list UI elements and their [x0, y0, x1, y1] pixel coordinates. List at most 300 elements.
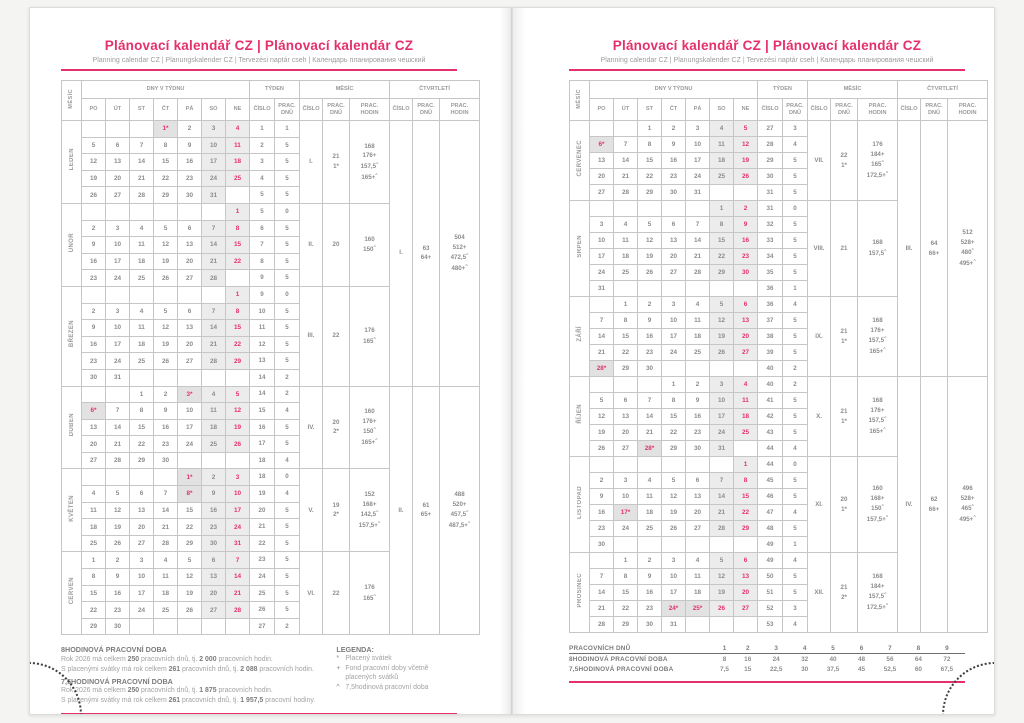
week-number: 34 — [758, 249, 783, 265]
day-cell: 23 — [106, 602, 130, 619]
day-cell: 19 — [154, 336, 178, 353]
day-cell: 28 — [202, 270, 226, 287]
month-hours: 176 165^ — [350, 552, 390, 635]
day-cell: 21 — [590, 345, 614, 361]
hours-value: 40 — [829, 655, 837, 663]
month-hours: 168 184+ 157,5^ 172,5+^ — [858, 553, 898, 633]
day-cell: 8 — [226, 303, 250, 320]
day-cell: 3 — [662, 297, 686, 313]
week-number: 38 — [758, 329, 783, 345]
day-cell: 13 — [734, 313, 758, 329]
week-workdays: 5 — [783, 473, 808, 489]
day-cell — [130, 469, 154, 486]
header-day-NE: NE — [734, 99, 758, 121]
week-workdays: 5 — [783, 265, 808, 281]
month-numeral: VIII. — [808, 201, 831, 297]
week-workdays: 5 — [783, 313, 808, 329]
day-cell: 23 — [638, 601, 662, 617]
month-numeral: XI. — [808, 457, 831, 553]
week-workdays: 4 — [275, 403, 300, 420]
legend-symbol: + — [336, 665, 341, 673]
day-cell — [614, 537, 638, 553]
day-cell: 12 — [638, 233, 662, 249]
day-cell: 29 — [226, 353, 250, 370]
month-numeral: II. — [300, 203, 323, 286]
month-name: LISTOPAD — [570, 457, 590, 553]
day-cell: 3 — [710, 377, 734, 393]
day-cell: 4 — [154, 552, 178, 569]
day-cell: 6 — [178, 220, 202, 237]
legend-title: LEGENDA: — [336, 645, 374, 655]
day-cell: 22 — [154, 170, 178, 187]
week-workdays: 3 — [783, 121, 808, 137]
day-cell: 15 — [226, 320, 250, 337]
day-cell: 10 — [106, 320, 130, 337]
month-numeral: X. — [808, 377, 831, 457]
week-number: 40 — [758, 361, 783, 377]
summary-8h-title: 8HODINOVÁ PRACOVNÍ DOBA — [61, 645, 167, 655]
week-workdays: 5 — [275, 602, 300, 619]
day-cell: 19 — [710, 329, 734, 345]
day-cell: 10 — [202, 137, 226, 154]
day-cell: 14 — [590, 585, 614, 601]
week-row — [570, 377, 988, 393]
day-cell — [662, 537, 686, 553]
week-workdays: 5 — [275, 585, 300, 602]
day-cell: 20 — [734, 329, 758, 345]
header-mesic: MĚSÍC — [62, 81, 82, 121]
day-cell: 2 — [638, 553, 662, 569]
day-cell: 24 — [686, 169, 710, 185]
day-cell — [686, 281, 710, 297]
week-number: 40 — [758, 377, 783, 393]
day-cell — [202, 203, 226, 220]
day-cell: 15 — [178, 502, 202, 519]
day-cell: 21 — [106, 436, 130, 453]
footer-left — [61, 643, 457, 706]
day-cell: 20 — [614, 425, 638, 441]
day-cell: 19 — [154, 253, 178, 270]
week-workdays: 5 — [275, 270, 300, 287]
day-cell — [202, 452, 226, 469]
day-cell: 7 — [202, 220, 226, 237]
day-cell: 30 — [686, 441, 710, 457]
week-workdays: 2 — [275, 618, 300, 635]
header-sub: PRAC. HODIN — [858, 99, 898, 121]
day-cell: 24 — [106, 270, 130, 287]
month-workdays: 19 2* — [323, 469, 350, 552]
day-cell: 9 — [154, 403, 178, 420]
quarter-workdays: 63 64+ — [413, 121, 440, 387]
day-cell: 15 — [710, 233, 734, 249]
month-workdays: 22 — [323, 552, 350, 635]
day-cell: 14 — [106, 419, 130, 436]
month-workdays: 21 1* — [831, 377, 858, 457]
day-cell: 17 — [686, 153, 710, 169]
week-number: 48 — [758, 521, 783, 537]
week-workdays: 5 — [275, 436, 300, 453]
day-cell: 29 — [638, 185, 662, 201]
day-cell: 19 — [178, 585, 202, 602]
day-cell: 6 — [662, 217, 686, 233]
day-cell — [130, 369, 154, 386]
summary-75h-title: 7,5HODINOVÁ PRACOVNÍ DOBA — [61, 676, 173, 686]
day-cell: 8 — [614, 569, 638, 585]
day-cell: 3 — [106, 220, 130, 237]
day-cell: 8 — [154, 137, 178, 154]
day-cell: 17 — [662, 585, 686, 601]
day-cell: 19 — [638, 249, 662, 265]
day-cell: 28 — [710, 521, 734, 537]
legend — [322, 643, 457, 706]
day-cell: 25 — [82, 535, 106, 552]
day-cell: 29 — [130, 452, 154, 469]
day-cell: 2 — [154, 386, 178, 403]
week-workdays: 4 — [275, 452, 300, 469]
page-subtitle: Planning calendar CZ | Planungskalender CZ | Tervezési naptár cseh | Календарь планирования чешский — [92, 57, 426, 64]
day-cell: 8 — [734, 473, 758, 489]
hours-value: 37,5 — [826, 665, 840, 673]
day-cell — [82, 386, 106, 403]
hours-row — [569, 654, 965, 665]
day-cell: 7 — [638, 393, 662, 409]
day-cell — [614, 457, 638, 473]
day-cell: 12 — [178, 569, 202, 586]
day-cell: 27 — [130, 535, 154, 552]
week-number: 22 — [250, 535, 275, 552]
day-cell: 23 — [154, 436, 178, 453]
page-subtitle: Planning calendar CZ | Planungskalender CZ | Tervezési naptár cseh | Календарь планирования чешский — [600, 57, 934, 64]
day-cell: 14 — [614, 153, 638, 169]
month-numeral: IX. — [808, 297, 831, 377]
header-sub: ČÍSLO — [808, 99, 831, 121]
day-cell: 31 — [106, 369, 130, 386]
header-sub: ČÍSLO — [758, 99, 783, 121]
day-cell: 22 — [130, 436, 154, 453]
week-number: 10 — [250, 303, 275, 320]
hours-value: 8 — [722, 655, 727, 663]
day-cell: 17 — [590, 249, 614, 265]
day-cell: 16 — [178, 154, 202, 171]
week-number: 15 — [250, 403, 275, 420]
day-cell: 12 — [590, 409, 614, 425]
day-cell: 6 — [734, 297, 758, 313]
day-cell: 7 — [686, 217, 710, 233]
day-cell: 17 — [130, 585, 154, 602]
day-cell: 9 — [638, 313, 662, 329]
hours-value: 64 — [914, 655, 922, 663]
day-cell — [154, 618, 178, 635]
week-row — [570, 121, 988, 137]
header-day-ČT: ČT — [154, 99, 178, 121]
day-cell: 7 — [590, 569, 614, 585]
day-cell: 23 — [82, 353, 106, 370]
day-cell: 20 — [130, 519, 154, 536]
month-workdays: 20 — [323, 203, 350, 286]
day-cell: 9 — [202, 486, 226, 503]
day-cell: 6 — [130, 486, 154, 503]
day-cell: 16 — [734, 233, 758, 249]
day-cell: 22 — [614, 601, 638, 617]
day-cell: 13 — [202, 569, 226, 586]
week-number: 2 — [250, 137, 275, 154]
day-cell: 23 — [590, 521, 614, 537]
day-cell — [226, 187, 250, 204]
week-workdays: 4 — [783, 137, 808, 153]
header-sub: PRAC. DNŮ — [921, 99, 948, 121]
day-cell: 21 — [614, 169, 638, 185]
day-cell: 16 — [202, 502, 226, 519]
day-cell: 2 — [82, 303, 106, 320]
month-workdays: 20 1* — [831, 457, 858, 553]
hours-value: 7,5 — [720, 665, 729, 673]
day-cell: 11 — [202, 403, 226, 420]
day-cell: 14 — [710, 489, 734, 505]
week-number: 4 — [250, 170, 275, 187]
day-cell: 5 — [82, 137, 106, 154]
day-cell — [82, 121, 106, 138]
day-cell: 15 — [638, 153, 662, 169]
hours-value: 45 — [857, 665, 866, 673]
day-cell: 5 — [734, 121, 758, 137]
header-day-PÁ: PÁ — [178, 99, 202, 121]
day-cell: 4 — [710, 121, 734, 137]
quarter-workdays: 62 66+ — [921, 377, 948, 633]
day-cell — [662, 201, 686, 217]
day-cell: 18 — [614, 249, 638, 265]
legend-text: Fond pracovní doby včetně placených svátků — [345, 665, 429, 682]
day-cell: 11 — [130, 320, 154, 337]
week-number: 9 — [250, 270, 275, 287]
day-cell: 18 — [734, 409, 758, 425]
summary-line: S placenými svátky má rok celkem 261 pracovních dnů, tj. 1 957,5 pracovní hodiny. — [61, 697, 316, 705]
day-cell: 11 — [226, 137, 250, 154]
day-cell — [734, 281, 758, 297]
week-number: 23 — [250, 552, 275, 569]
week-workdays: 5 — [783, 569, 808, 585]
day-cell: 10 — [590, 233, 614, 249]
day-cell: 9 — [82, 320, 106, 337]
day-cell: 20 — [202, 585, 226, 602]
day-cell: 4 — [226, 121, 250, 138]
day-cell: 5 — [710, 553, 734, 569]
day-cell: 5 — [154, 220, 178, 237]
hours-value: 5 — [815, 643, 851, 654]
day-cell: 7 — [154, 486, 178, 503]
day-cell: 15 — [82, 585, 106, 602]
day-cell: 5 — [226, 386, 250, 403]
week-workdays: 4 — [783, 553, 808, 569]
week-number: 52 — [758, 601, 783, 617]
day-cell: 10 — [662, 313, 686, 329]
day-cell: 17 — [662, 329, 686, 345]
day-cell: 29 — [154, 187, 178, 204]
header-sub: ČÍSLO — [300, 99, 323, 121]
day-cell: 4 — [686, 297, 710, 313]
day-cell: 1 — [662, 377, 686, 393]
week-workdays: 5 — [783, 153, 808, 169]
day-cell: 27 — [662, 265, 686, 281]
header-sub: ČÍSLO — [898, 99, 921, 121]
day-cell: 2 — [202, 469, 226, 486]
day-cell: 11 — [638, 489, 662, 505]
day-cell: 3 — [590, 217, 614, 233]
day-cell: 6 — [614, 393, 638, 409]
day-cell — [154, 286, 178, 303]
week-workdays: 4 — [783, 297, 808, 313]
day-cell: 3* — [178, 386, 202, 403]
day-cell: 1 — [614, 553, 638, 569]
day-cell: 29 — [178, 535, 202, 552]
day-cell: 22 — [226, 253, 250, 270]
day-cell — [686, 537, 710, 553]
day-cell: 6 — [106, 137, 130, 154]
month-name: KVĚTEN — [62, 469, 82, 552]
day-cell: 4 — [686, 553, 710, 569]
day-cell: 24 — [130, 602, 154, 619]
legend-item — [336, 665, 457, 683]
summary-line: Rok 2026 má celkem 250 pracovních dnů, tj. 1 875 pracovních hodin. — [61, 687, 273, 695]
day-cell — [686, 617, 710, 633]
header-mesic: MĚSÍC — [570, 81, 590, 121]
working-hours-summary — [61, 643, 322, 706]
header-sub: PRAC. HODIN — [948, 99, 988, 121]
day-cell — [154, 203, 178, 220]
day-cell: 21 — [202, 336, 226, 353]
hours-row — [569, 643, 965, 654]
week-workdays: 2 — [275, 386, 300, 403]
day-cell: 1 — [82, 552, 106, 569]
day-cell: 29 — [82, 618, 106, 635]
day-cell — [710, 457, 734, 473]
day-cell — [734, 617, 758, 633]
header-sub: PRAC. DNŮ — [275, 99, 300, 121]
week-number: 42 — [758, 409, 783, 425]
day-cell: 28 — [590, 617, 614, 633]
day-cell — [734, 361, 758, 377]
day-cell: 15 — [614, 585, 638, 601]
header-day-SO: SO — [710, 99, 734, 121]
day-cell: 24 — [614, 521, 638, 537]
day-cell: 11 — [734, 393, 758, 409]
planning-table-jul-dec — [569, 80, 977, 633]
day-cell: 18 — [82, 519, 106, 536]
day-cell: 2 — [106, 552, 130, 569]
month-workdays: 21 1* — [323, 121, 350, 204]
day-cell: 12 — [154, 320, 178, 337]
day-cell: 23 — [202, 519, 226, 536]
day-cell: 25 — [734, 425, 758, 441]
week-workdays: 5 — [783, 409, 808, 425]
quarter-workdays: 61 65+ — [413, 386, 440, 635]
quarter-numeral: III. — [898, 121, 921, 377]
day-cell: 28 — [106, 452, 130, 469]
day-cell: 26 — [710, 345, 734, 361]
day-cell: 1 — [614, 297, 638, 313]
header-sub: ČÍSLO — [390, 99, 413, 121]
day-cell: 15 — [614, 329, 638, 345]
day-cell: 14 — [154, 502, 178, 519]
day-cell — [130, 618, 154, 635]
day-cell: 24 — [226, 519, 250, 536]
header-day-SO: SO — [202, 99, 226, 121]
hours-value: 56 — [886, 655, 894, 663]
week-workdays: 5 — [275, 535, 300, 552]
day-cell — [202, 618, 226, 635]
day-cell: 21 — [710, 505, 734, 521]
day-cell: 31 — [710, 441, 734, 457]
week-number: 45 — [758, 473, 783, 489]
day-cell — [638, 281, 662, 297]
day-cell: 12 — [662, 489, 686, 505]
day-cell: 25 — [638, 521, 662, 537]
day-cell: 18 — [130, 336, 154, 353]
day-cell: 21 — [590, 601, 614, 617]
day-cell: 21 — [686, 249, 710, 265]
week-number: 5 — [250, 203, 275, 220]
week-workdays: 4 — [783, 617, 808, 633]
day-cell: 27 — [614, 441, 638, 457]
day-cell: 22 — [662, 425, 686, 441]
day-cell: 3 — [202, 121, 226, 138]
day-cell: 14 — [202, 237, 226, 254]
day-cell: 20 — [734, 585, 758, 601]
week-number: 46 — [758, 489, 783, 505]
day-cell: 9 — [106, 569, 130, 586]
day-cell: 12 — [106, 502, 130, 519]
header-day-ST: ST — [638, 99, 662, 121]
day-cell: 26 — [82, 187, 106, 204]
day-cell: 18 — [638, 505, 662, 521]
day-cell: 2 — [662, 121, 686, 137]
week-workdays: 5 — [275, 519, 300, 536]
day-cell — [638, 537, 662, 553]
day-cell — [710, 361, 734, 377]
header-sub: PRAC. DNŮ — [783, 99, 808, 121]
page-right — [512, 7, 995, 715]
day-cell — [590, 457, 614, 473]
day-cell: 8 — [82, 569, 106, 586]
day-cell: 28 — [226, 602, 250, 619]
summary-75h-lines — [61, 687, 322, 706]
day-cell: 16 — [82, 253, 106, 270]
quarter-workdays: 64 66+ — [921, 121, 948, 377]
month-name: ZÁŘÍ — [570, 297, 590, 377]
day-cell: 20 — [82, 436, 106, 453]
month-hours: 168 176+ 157,5^ 165+^ — [858, 377, 898, 457]
day-cell: 23 — [82, 270, 106, 287]
day-cell: 2 — [590, 473, 614, 489]
day-cell: 14 — [686, 233, 710, 249]
week-number: 3 — [250, 154, 275, 171]
day-cell — [82, 286, 106, 303]
month-numeral: XII. — [808, 553, 831, 633]
day-cell: 9 — [638, 569, 662, 585]
day-cell: 1 — [638, 121, 662, 137]
quarter-hours: 512 528+ 480^ 495+^ — [948, 121, 988, 377]
header-day-ST: ST — [130, 99, 154, 121]
day-cell: 13 — [178, 320, 202, 337]
day-cell: 1 — [130, 386, 154, 403]
month-name: ÚNOR — [62, 203, 82, 286]
day-cell: 16 — [638, 329, 662, 345]
legend-text: 7,5hodinová pracovní doba — [345, 684, 429, 692]
day-cell: 26 — [638, 265, 662, 281]
hours-value: 7 — [872, 643, 908, 654]
hours-value: 30 — [801, 665, 809, 673]
day-cell: 18 — [686, 329, 710, 345]
day-cell: 27 — [590, 185, 614, 201]
